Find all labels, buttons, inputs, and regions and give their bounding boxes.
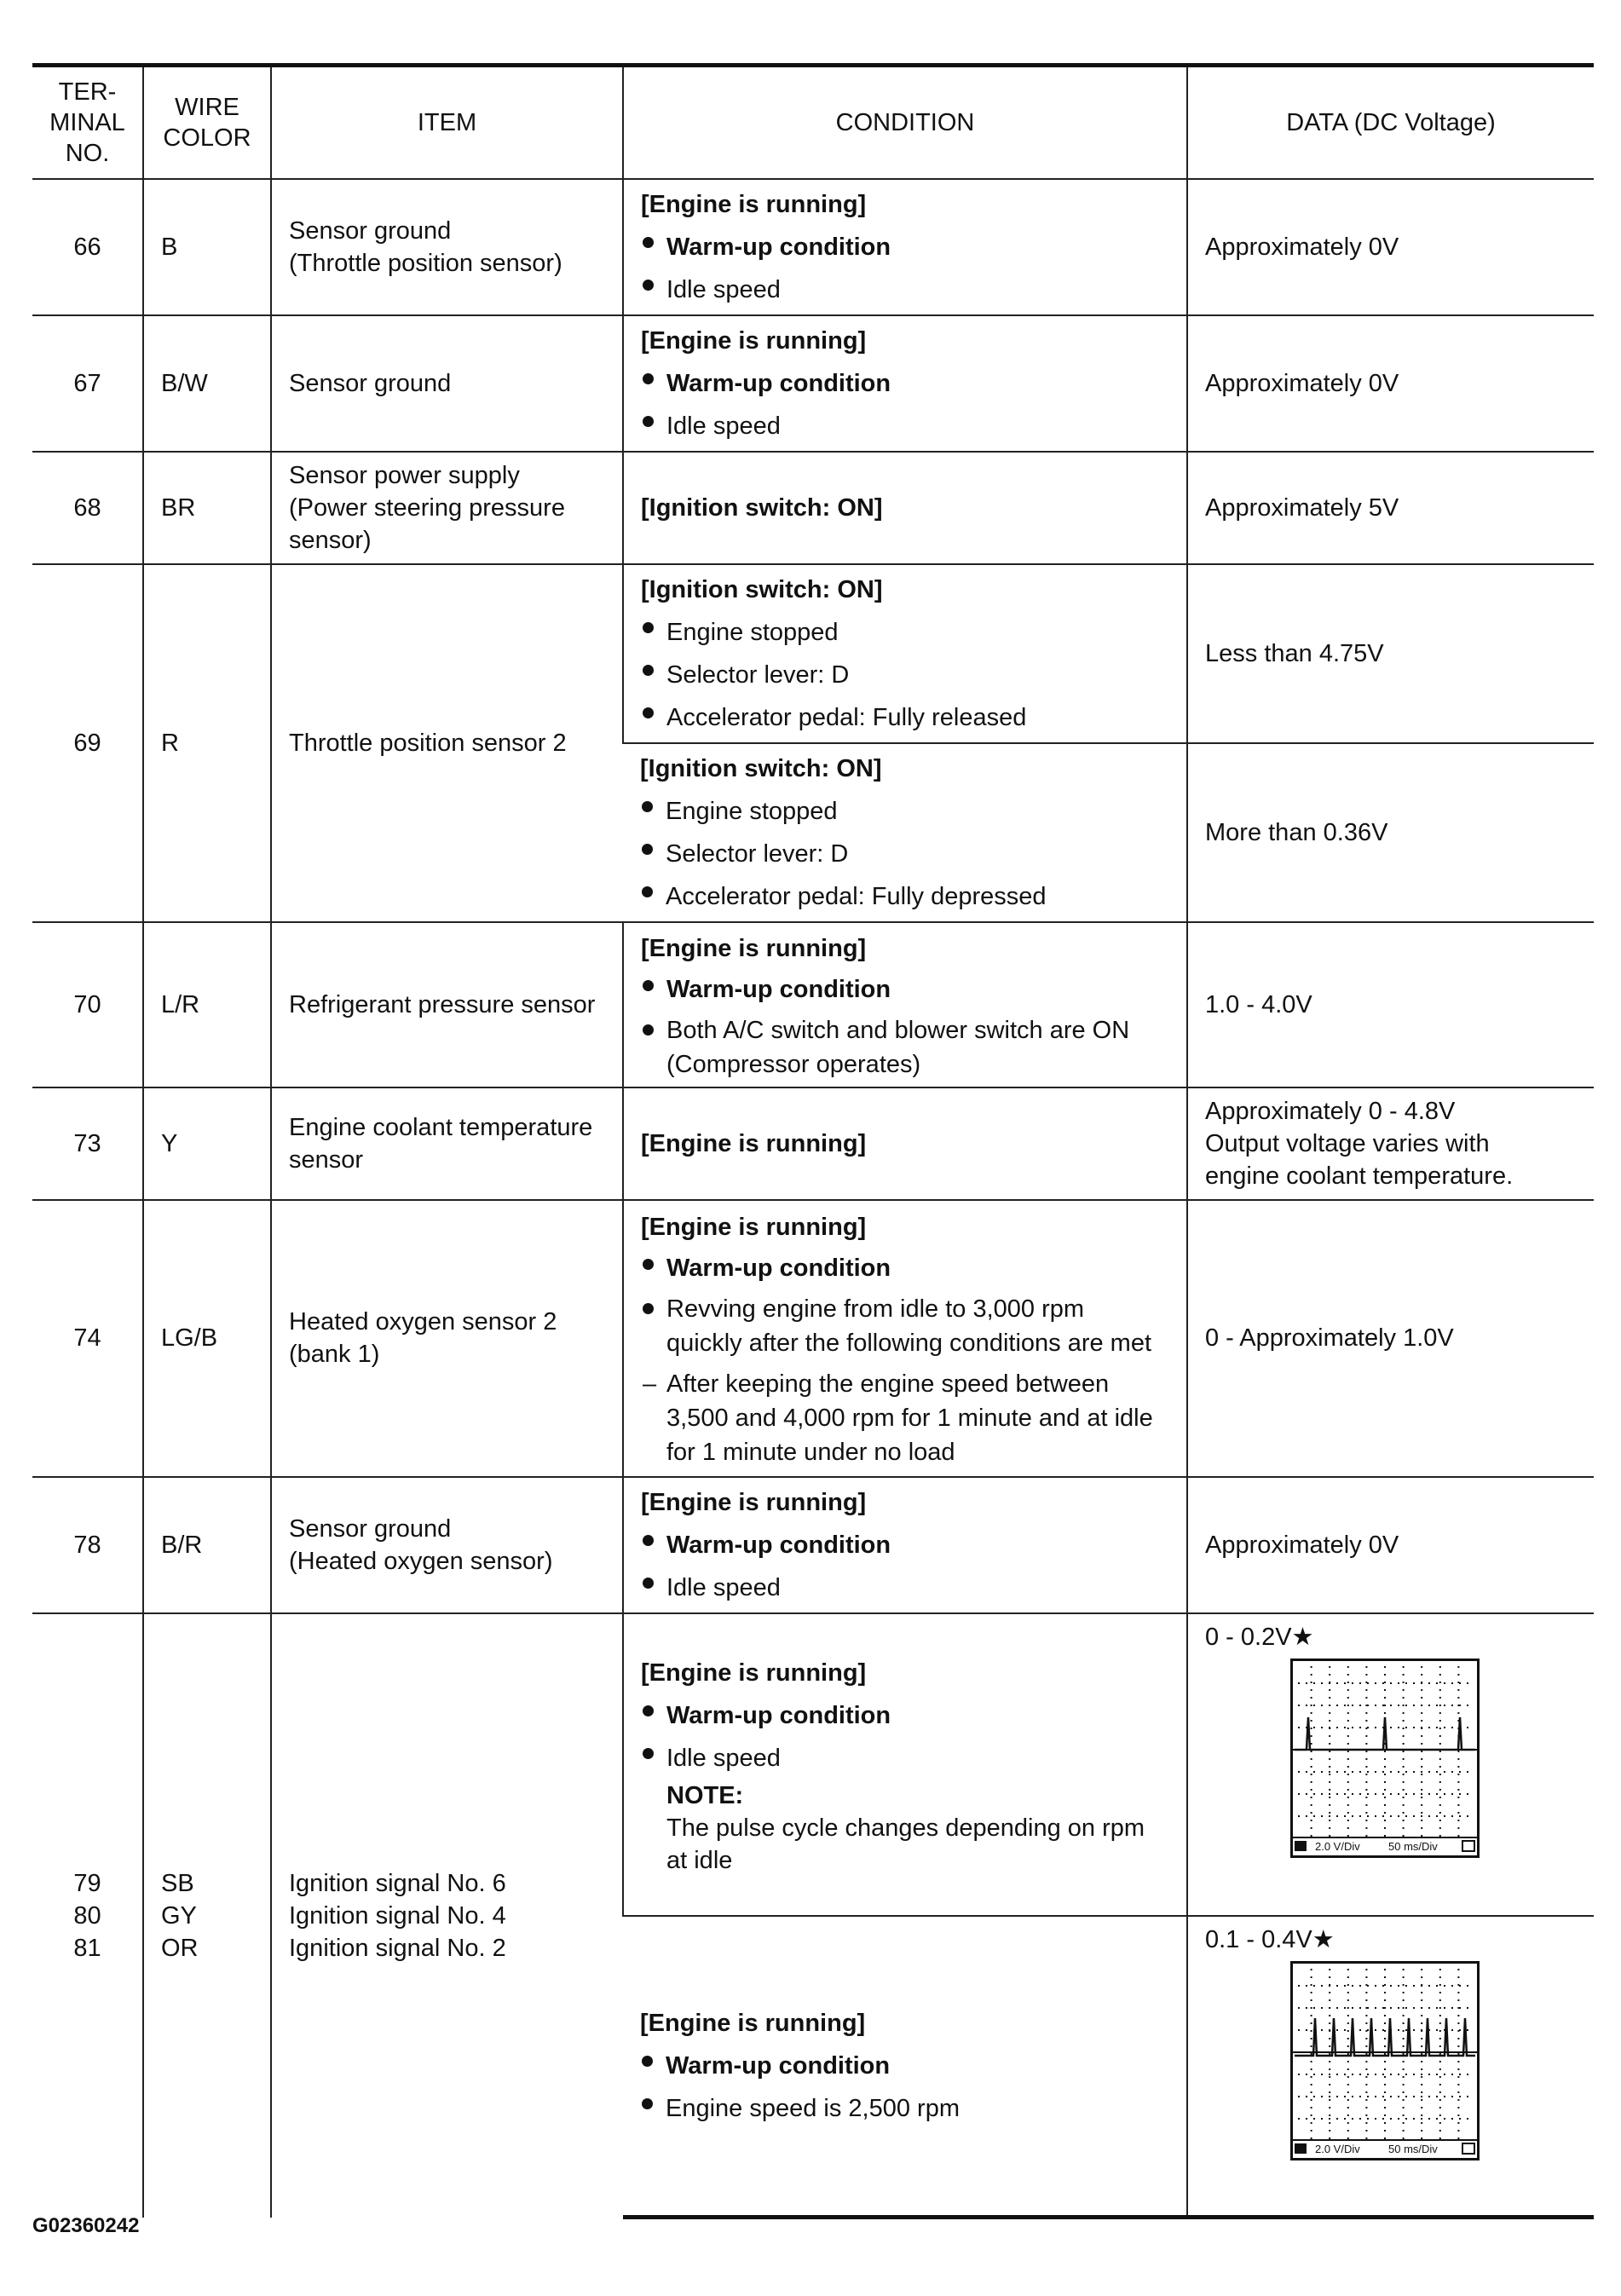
condition-heading: [Ignition switch: ON] (641, 575, 883, 603)
note-block (641, 1780, 1169, 1877)
note-line: at idle (666, 1847, 733, 1874)
item-line: (Heated oxygen sensor) (289, 1547, 553, 1575)
data-cell (1187, 1087, 1594, 1200)
table-row (32, 1613, 1594, 1916)
condition-bullet: Warm-up condition (641, 1524, 1169, 1566)
data-line: Output voltage varies with (1205, 1129, 1490, 1157)
condition-bullet: Warm-up condition (640, 2045, 1169, 2087)
wire-color: L/R (143, 922, 271, 1087)
condition-bullet: Accelerator pedal: Fully released (641, 696, 1169, 739)
condition-cell (623, 564, 1187, 743)
condition-bullet: Warm-up condition (641, 969, 1169, 1010)
condition-line: Revving engine from idle to 3,000 rpm (666, 1295, 1085, 1323)
waveform-value: 0.1 - 0.4V★ (1205, 1925, 1335, 1953)
waveform-2500-rpm (1293, 1964, 1477, 2158)
condition-bullet: Selector lever: D (641, 654, 1169, 696)
table-row (32, 1477, 1594, 1613)
terminal-no: 69 (32, 564, 143, 922)
data-cell: 0 - Approximately 1.0V (1187, 1200, 1594, 1477)
item-line: Ignition signal No. 2 (289, 1934, 506, 1962)
item-cell (271, 1477, 623, 1613)
terminal-no: 66 (32, 179, 143, 315)
item-line: (Throttle position sensor) (289, 249, 562, 277)
condition-line: (Compressor operates) (666, 1050, 921, 1078)
figure-code: G02360242 (32, 2214, 140, 2237)
item-line: Refrigerant pressure sensor (289, 990, 596, 1018)
condition-bullet (641, 1292, 1169, 1360)
condition-cell (623, 1916, 1187, 2218)
wire-color: B (143, 179, 271, 315)
condition-cell (623, 1477, 1187, 1613)
item-line: Sensor ground (289, 369, 452, 397)
table-header-row (32, 66, 1594, 179)
wire-line: SB (161, 1869, 194, 1897)
condition-cell (623, 315, 1187, 452)
scope-scale (1293, 2139, 1477, 2158)
condition-heading: [Ignition switch: ON] (641, 493, 883, 522)
table-row (32, 179, 1594, 315)
condition-bullet (641, 1013, 1169, 1082)
condition-bullet: Engine speed is 2,500 rpm (640, 2087, 1169, 2130)
data-cell: Approximately 0V (1187, 1477, 1594, 1613)
condition-heading: [Engine is running] (641, 1488, 867, 1516)
terminal-data-table (32, 63, 1594, 2219)
data-cell (1187, 1613, 1594, 1916)
header-terminal-line: MINAL (49, 108, 125, 136)
condition-cell (623, 179, 1187, 315)
condition-line: 3,500 and 4,000 rpm for 1 minute and at idle (666, 1405, 1153, 1432)
condition-bullet: Engine stopped (641, 611, 1169, 654)
item-line: Engine coolant temperature (289, 1113, 593, 1141)
condition-cell (623, 1087, 1187, 1200)
condition-cell (623, 452, 1187, 564)
item-cell (271, 179, 623, 315)
condition-bullet: Warm-up condition (641, 1248, 1169, 1289)
item-cell (271, 1613, 623, 2218)
data-cell: More than 0.36V (1187, 743, 1594, 922)
condition-heading: [Engine is running] (641, 1129, 867, 1157)
table-row (32, 452, 1594, 564)
wire-color: B/W (143, 315, 271, 452)
table-row (32, 564, 1594, 743)
condition-bullet: Accelerator pedal: Fully depressed (640, 875, 1169, 918)
scope-scale (1293, 1837, 1477, 1855)
item-line: sensor) (289, 526, 372, 554)
terminal-no (32, 1613, 143, 2218)
condition-bullet: Warm-up condition (641, 362, 1169, 405)
wire-line: GY (161, 1901, 197, 1930)
item-line: (bank 1) (289, 1341, 380, 1368)
data-cell (1187, 1916, 1594, 2218)
oscilloscope-waveform (1290, 1659, 1480, 1858)
waveform-value: 0 - 0.2V★ (1205, 1623, 1314, 1651)
condition-bullet: Warm-up condition (641, 1694, 1169, 1737)
condition-heading: [Engine is running] (640, 2009, 866, 2037)
wire-color: LG/B (143, 1200, 271, 1477)
condition-cell (623, 1200, 1187, 1477)
condition-heading: [Engine is running] (641, 1659, 867, 1687)
wire-color: R (143, 564, 271, 922)
item-cell (271, 564, 623, 922)
wire-color: B/R (143, 1477, 271, 1613)
data-cell: 1.0 - 4.0V (1187, 922, 1594, 1087)
data-cell: Approximately 0V (1187, 179, 1594, 315)
scope-time-scale: 50 ms/Div (1388, 1839, 1438, 1853)
header-terminal-line: NO. (65, 139, 110, 167)
wire-color: Y (143, 1087, 271, 1200)
header-wire-color (143, 66, 271, 179)
item-line: Ignition signal No. 4 (289, 1901, 506, 1930)
wire-color: BR (143, 452, 271, 564)
scope-marker-icon (1295, 2143, 1307, 2154)
header-terminal-line: TER- (58, 78, 117, 106)
scope-voltage-scale: 2.0 V/Div (1315, 1839, 1360, 1853)
item-cell (271, 922, 623, 1087)
condition-line: – After keeping the engine speed between (666, 1370, 1110, 1398)
note-label: NOTE: (666, 1782, 744, 1809)
wire-line: OR (161, 1934, 199, 1962)
condition-bullet: Idle speed (641, 1737, 1169, 1780)
item-cell (271, 1087, 623, 1200)
data-line: Approximately 0 - 4.8V (1205, 1097, 1456, 1125)
scope-voltage-scale: 2.0 V/Div (1315, 2142, 1360, 2155)
condition-cell (623, 922, 1187, 1087)
data-cell: Approximately 5V (1187, 452, 1594, 564)
terminal-line: 80 (73, 1901, 101, 1930)
condition-bullet: Engine stopped (640, 790, 1169, 833)
scope-marker-icon (1462, 2143, 1475, 2155)
data-cell: Less than 4.75V (1187, 564, 1594, 743)
header-item: ITEM (271, 66, 623, 179)
condition-bullet: Warm-up condition (641, 226, 1169, 268)
scope-marker-icon (1295, 1841, 1307, 1851)
item-cell (271, 452, 623, 564)
condition-bullet: Idle speed (641, 268, 1169, 311)
terminal-no: 67 (32, 315, 143, 452)
data-cell: Approximately 0V (1187, 315, 1594, 452)
terminal-no: 73 (32, 1087, 143, 1200)
item-line: (Power steering pressure (289, 493, 565, 522)
condition-cell (623, 1613, 1187, 1916)
header-wire-line: WIRE (175, 93, 239, 121)
condition-bullet: Selector lever: D (640, 833, 1169, 875)
table-row (32, 315, 1594, 452)
header-terminal-no (32, 66, 143, 179)
condition-heading: [Engine is running] (641, 190, 867, 218)
condition-cell (623, 743, 1187, 922)
terminal-line: 79 (73, 1869, 101, 1897)
header-data: DATA (DC Voltage) (1187, 66, 1594, 179)
terminal-no: 70 (32, 922, 143, 1087)
terminal-line: 81 (73, 1934, 101, 1962)
scope-marker-icon (1462, 1840, 1475, 1852)
scope-time-scale: 50 ms/Div (1388, 2142, 1438, 2155)
condition-line: for 1 minute under no load (666, 1439, 955, 1466)
condition-line: Both A/C switch and blower switch are ON (666, 1016, 1130, 1044)
condition-subitem (641, 1367, 1169, 1469)
data-line: engine coolant temperature. (1205, 1162, 1514, 1190)
table-row (32, 922, 1594, 1087)
item-line: Sensor power supply (289, 461, 520, 489)
condition-line: quickly after the following conditions are met (666, 1330, 1152, 1357)
condition-heading: [Engine is running] (641, 1214, 867, 1241)
waveform-idle-speed (1293, 1661, 1477, 1855)
header-condition: CONDITION (623, 66, 1187, 179)
note-line: The pulse cycle changes depending on rpm (666, 1814, 1145, 1842)
condition-heading: [Engine is running] (641, 326, 867, 355)
header-wire-line: COLOR (163, 124, 251, 152)
terminal-no: 78 (32, 1477, 143, 1613)
item-line: Throttle position sensor 2 (289, 729, 567, 757)
table-row (32, 1087, 1594, 1200)
terminal-no: 68 (32, 452, 143, 564)
table-row (32, 1200, 1594, 1477)
item-line: Ignition signal No. 6 (289, 1869, 506, 1897)
terminal-no: 74 (32, 1200, 143, 1477)
condition-bullet: Idle speed (641, 1566, 1169, 1609)
item-line: Sensor ground (289, 216, 452, 245)
wire-color (143, 1613, 271, 2218)
item-cell (271, 1200, 623, 1477)
item-line: sensor (289, 1145, 364, 1174)
item-cell (271, 315, 623, 452)
oscilloscope-waveform (1290, 1961, 1480, 2160)
item-line: Heated oxygen sensor 2 (289, 1308, 557, 1335)
condition-heading: [Ignition switch: ON] (640, 754, 882, 782)
condition-heading: [Engine is running] (641, 934, 867, 962)
item-line: Sensor ground (289, 1514, 452, 1543)
condition-bullet: Idle speed (641, 405, 1169, 447)
